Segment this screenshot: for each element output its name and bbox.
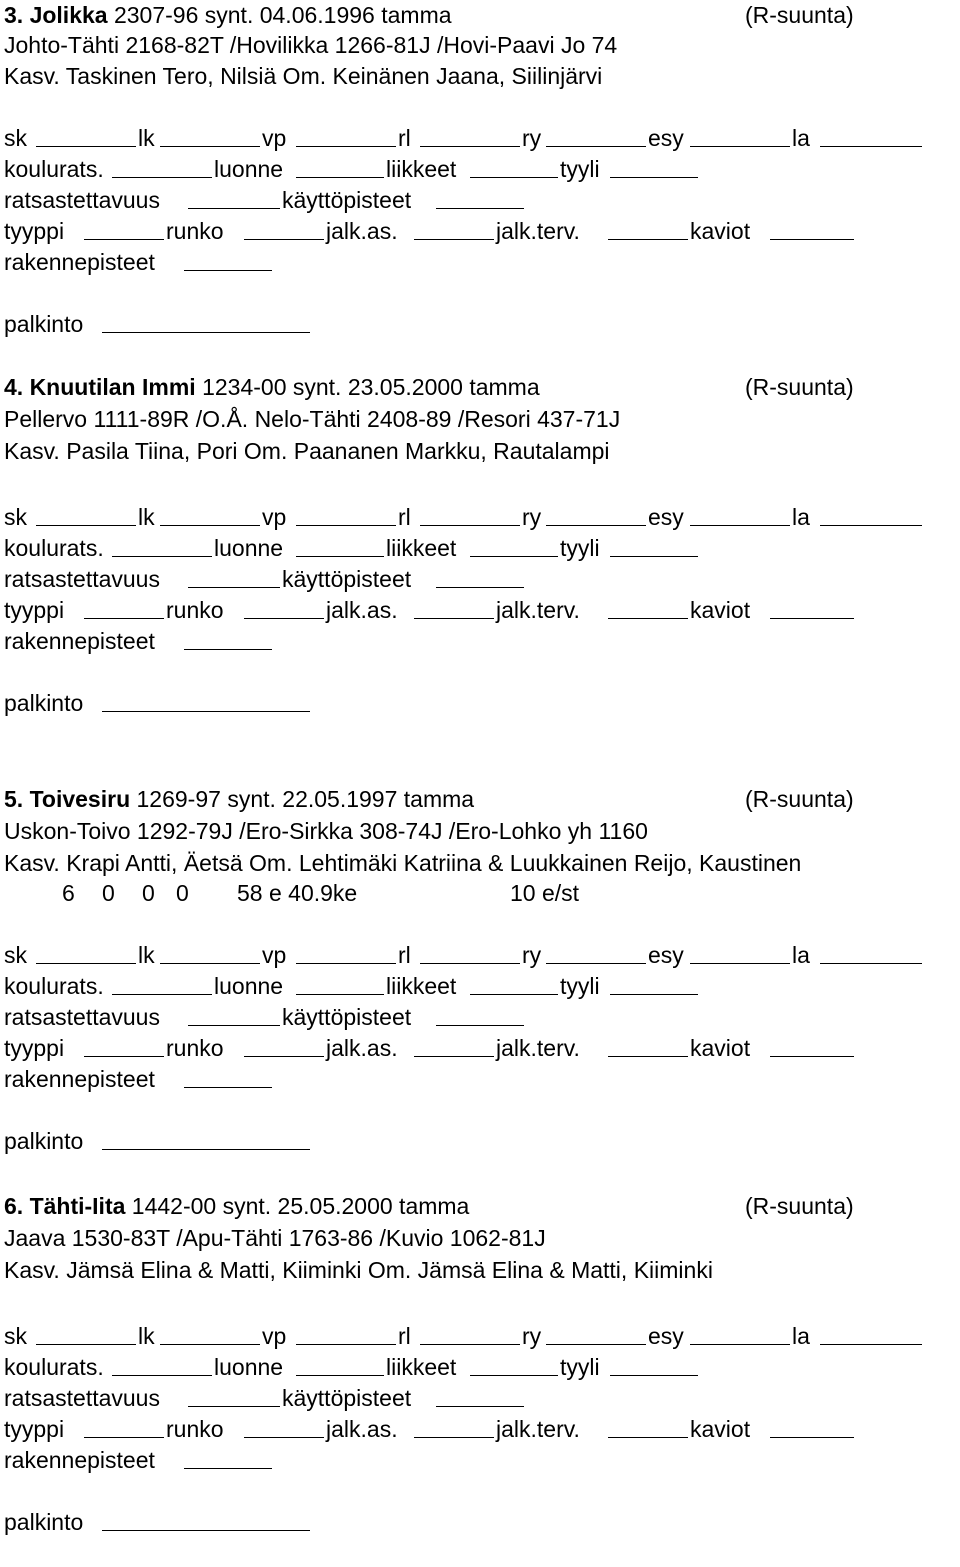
field-label: rl [398,504,411,530]
blank-line [770,618,854,619]
blank-line [84,1437,164,1438]
field-label: tyyppi [4,218,65,244]
field-label: kaviot [690,597,751,623]
field-label: tyyli [560,156,600,182]
field-label: jalk.as. [326,1035,398,1061]
field-label: luonne [214,973,284,999]
field-label: esy [648,942,684,968]
horse-entry [0,372,960,716]
field-label: ry [522,125,542,151]
blank-line [414,618,494,619]
blank-line [820,963,922,964]
field-label: rakennepisteet [4,628,155,654]
blank-line [184,649,272,650]
blank-line [436,1025,524,1026]
field-label: käyttöpisteet [282,187,412,213]
blank-line [184,1468,272,1469]
field-label: lk [138,504,155,530]
blank-line [420,525,520,526]
field-label: rakennepisteet [4,249,155,275]
blank-line [610,177,698,178]
field-label: ry [522,1323,542,1349]
blank-line [436,208,524,209]
field-label: esy [648,1323,684,1349]
horse-info: 1234-00 synt. 23.05.2000 tamma [202,374,540,400]
horse-entry [0,1191,960,1535]
blank-line [414,1437,494,1438]
field-label: vp [262,504,287,530]
entry-title [4,1191,469,1221]
blank-line [470,994,558,995]
field-label: palkinto [4,690,84,716]
blank-line [690,146,790,147]
blank-line [470,556,558,557]
field-label: liikkeet [386,1354,457,1380]
entry-title [4,0,452,30]
blank-line [414,239,494,240]
stat-starts: 6 [62,880,75,906]
blank-line [610,994,698,995]
field-label: sk [4,504,27,530]
field-label: kaviot [690,1035,751,1061]
blank-line [770,1056,854,1057]
horse-entry [0,784,960,1154]
entry-header [0,784,960,814]
field-label: käyttöpisteet [282,566,412,592]
direction: (R-suunta) [745,786,854,812]
field-label: runko [166,1416,224,1442]
blank-line [420,146,520,147]
blank-line [296,556,384,557]
blank-line [820,525,922,526]
field-label: rl [398,1323,411,1349]
blank-line [296,177,384,178]
field-label: la [792,942,810,968]
blank-line [102,332,310,333]
blank-line [414,1056,494,1057]
blank-line [610,556,698,557]
field-label: ry [522,942,542,968]
horse-number-name: 4. Knuutilan Immi [4,374,196,400]
blank-line [608,618,688,619]
field-label: sk [4,1323,27,1349]
field-label: runko [166,597,224,623]
blank-line [608,239,688,240]
field-label: ratsastettavuus [4,1385,160,1411]
field-label: liikkeet [386,973,457,999]
blank-line [188,1025,280,1026]
blank-line [436,587,524,588]
blank-line [470,177,558,178]
entry-title [4,784,474,814]
field-label: jalk.terv. [496,1035,580,1061]
field-label: vp [262,125,287,151]
field-label: liikkeet [386,156,457,182]
breeder-owner: Kasv. Jämsä Elina & Matti, Kiiminki Om. Jämsä Elina & Matti, Kiiminki [4,1257,713,1283]
direction: (R-suunta) [745,374,854,400]
field-label: palkinto [4,1128,84,1154]
blank-line [296,525,396,526]
blank-line [112,177,212,178]
blank-line [296,146,396,147]
blank-line [296,994,384,995]
field-label: tyyppi [4,597,65,623]
blank-line [690,1344,790,1345]
field-label: rl [398,942,411,968]
pedigree: Johto-Tähti 2168-82T /Hovilikka 1266-81J /Hovi-Paavi Jo 74 [4,32,618,58]
blank-line [820,146,922,147]
horse-info: 1269-97 synt. 22.05.1997 tamma [136,786,475,812]
entry-header [0,1191,960,1221]
field-label: vp [262,1323,287,1349]
field-label: lk [138,125,155,151]
blank-line [244,1437,324,1438]
blank-line [296,1375,384,1376]
field-label: käyttöpisteet [282,1385,412,1411]
field-label: koulurats. [4,1354,104,1380]
blank-line [84,239,164,240]
field-label: palkinto [4,311,84,337]
blank-line [84,1056,164,1057]
blank-line [546,963,646,964]
field-label: jalk.terv. [496,597,580,623]
blank-line [608,1437,688,1438]
field-label: rl [398,125,411,151]
blank-line [184,270,272,271]
field-label: esy [648,125,684,151]
blank-line [690,963,790,964]
blank-line [36,146,136,147]
blank-line [102,711,310,712]
blank-line [244,1056,324,1057]
field-label: la [792,504,810,530]
field-label: jalk.terv. [496,1416,580,1442]
blank-line [184,1087,272,1088]
blank-line [244,239,324,240]
stat-second: 0 [142,880,155,906]
field-label: runko [166,1035,224,1061]
blank-line [188,1406,280,1407]
horse-entry [0,0,960,337]
field-label: la [792,1323,810,1349]
horse-info: 2307-96 synt. 04.06.1996 tamma [113,2,452,28]
blank-line [160,146,260,147]
field-label: rakennepisteet [4,1447,155,1473]
stat-first: 0 [102,880,115,906]
blank-line [296,1344,396,1345]
field-label: liikkeet [386,535,457,561]
field-label: ry [522,504,542,530]
blank-line [188,587,280,588]
field-label: luonne [214,535,284,561]
blank-line [112,556,212,557]
blank-line [770,1437,854,1438]
blank-line [244,618,324,619]
field-label: ratsastettavuus [4,566,160,592]
field-label: esy [648,504,684,530]
blank-line [546,525,646,526]
field-label: rakennepisteet [4,1066,155,1092]
blank-line [160,963,260,964]
field-label: lk [138,1323,155,1349]
blank-line [102,1530,310,1531]
pedigree: Pellervo 1111-89R /O.Å. Nelo-Tähti 2408-89 /Resori 437-71J [4,406,621,432]
blank-line [690,525,790,526]
field-label: koulurats. [4,973,104,999]
field-label: ratsastettavuus [4,187,160,213]
blank-line [420,1344,520,1345]
blank-line [112,1375,212,1376]
field-label: tyyppi [4,1035,65,1061]
entry-header [0,0,960,30]
field-label: jalk.as. [326,597,398,623]
field-label: koulurats. [4,156,104,182]
horse-number-name: 5. Toivesiru [4,786,131,812]
direction: (R-suunta) [745,2,854,28]
field-label: runko [166,218,224,244]
pedigree: Uskon-Toivo 1292-79J /Ero-Sirkka 308-74J /Ero-Lohko yh 1160 [4,818,648,844]
blank-line [160,1344,260,1345]
horse-number-name: 6. Tähti-Iita [4,1193,126,1219]
blank-line [36,963,136,964]
blank-line [102,1149,310,1150]
field-label: käyttöpisteet [282,1004,412,1030]
entry-header [0,372,960,402]
stat-third: 0 [176,880,189,906]
blank-line [436,1406,524,1407]
blank-line [610,1375,698,1376]
field-label: tyyli [560,535,600,561]
field-label: jalk.as. [326,218,398,244]
field-label: palkinto [4,1509,84,1535]
blank-line [112,994,212,995]
breeder-owner: Kasv. Taskinen Tero, Nilsiä Om. Keinänen Jaana, Siilinjärvi [4,63,603,89]
stat-earnings-record: 58 e 40.9ke [237,880,358,906]
blank-line [84,618,164,619]
field-label: lk [138,942,155,968]
field-label: koulurats. [4,535,104,561]
horse-number-name: 3. Jolikka [4,2,108,28]
field-label: kaviot [690,1416,751,1442]
competition-stats [4,878,704,908]
field-label: tyyppi [4,1416,65,1442]
pedigree: Jaava 1530-83T /Apu-Tähti 1763-86 /Kuvio 1062-81J [4,1225,546,1251]
field-label: luonne [214,156,284,182]
field-label: kaviot [690,218,751,244]
field-label: tyyli [560,973,600,999]
blank-line [36,525,136,526]
blank-line [470,1375,558,1376]
blank-line [36,1344,136,1345]
direction: (R-suunta) [745,1193,854,1219]
horse-info: 1442-00 synt. 25.05.2000 tamma [131,1193,470,1219]
stat-per-start: 10 e/st [510,880,580,906]
field-label: tyyli [560,1354,600,1380]
entry-title [4,372,540,402]
blank-line [160,525,260,526]
field-label: jalk.as. [326,1416,398,1442]
field-label: sk [4,125,27,151]
blank-line [608,1056,688,1057]
blank-line [420,963,520,964]
blank-line [188,208,280,209]
blank-line [546,1344,646,1345]
blank-line [546,146,646,147]
breeder-owner: Kasv. Krapi Antti, Äetsä Om. Lehtimäki Katriina & Luukkainen Reijo, Kaustinen [4,850,802,876]
field-label: ratsastettavuus [4,1004,160,1030]
field-label: jalk.terv. [496,218,580,244]
blank-line [770,239,854,240]
field-label: vp [262,942,287,968]
field-label: sk [4,942,27,968]
blank-line [296,963,396,964]
blank-line [820,1344,922,1345]
field-label: la [792,125,810,151]
field-label: luonne [214,1354,284,1380]
breeder-owner: Kasv. Pasila Tiina, Pori Om. Paananen Markku, Rautalampi [4,438,610,464]
